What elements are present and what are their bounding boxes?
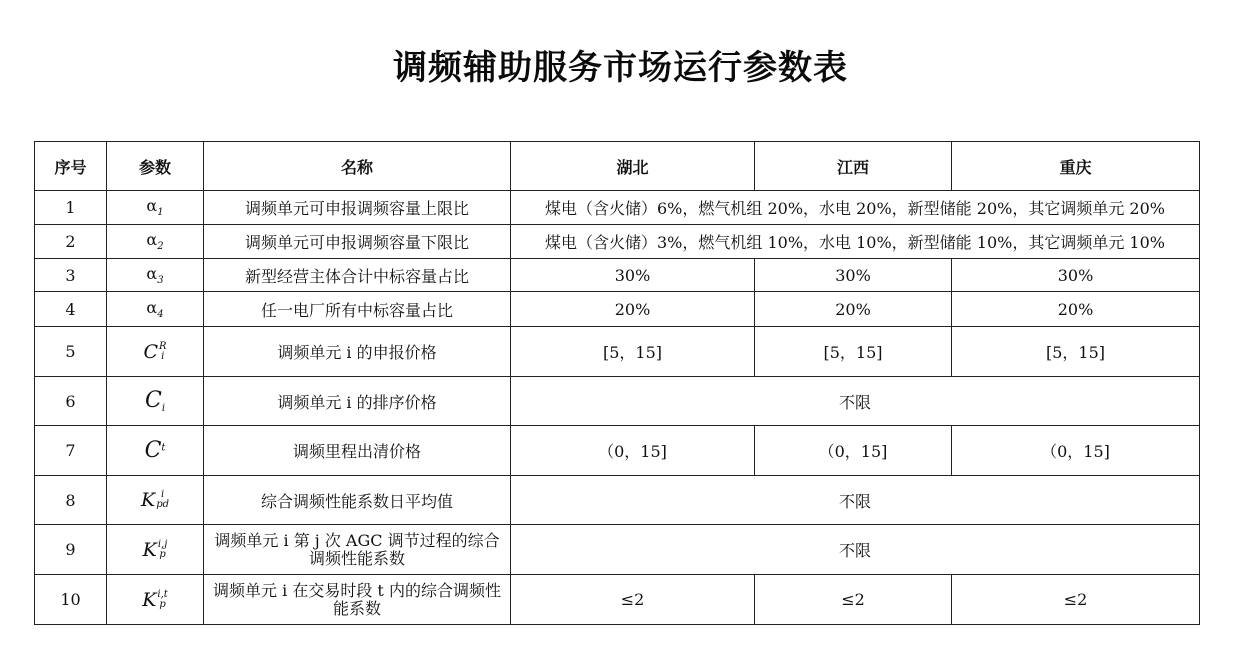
param-symbol: C [144,387,162,413]
param-symbol: α [146,297,158,317]
param-subscript: p [159,548,166,560]
seq-cell: 3 [35,259,107,292]
param-symbol: α [146,196,158,216]
param-subscript: 4 [157,309,164,321]
param-symbol: C [144,438,162,463]
param-symbol: K [142,538,157,561]
jiangxi-cell: 20% [755,292,952,327]
name-cell: 调频单元可申报调频容量上限比 [204,191,511,225]
seq-cell: 10 [35,575,107,625]
merged-value-cell: 不限 [511,476,1200,525]
param-symbol: α [146,230,158,250]
name-cell: 综合调频性能系数日平均值 [204,476,511,525]
name-cell: 任一电厂所有中标容量占比 [204,292,511,327]
param-superscript: i,t [157,588,168,600]
table-row [35,575,1200,625]
param-subscript: i [161,350,165,362]
param-cell [107,575,204,625]
table-row [35,259,1200,292]
param-cell [107,292,204,327]
header-row [35,142,1200,191]
table-row [35,476,1200,525]
param-cell [107,525,204,575]
merged-value-cell: 不限 [511,525,1200,575]
header-param: 参数 [107,142,204,191]
jiangxi-cell: 30% [755,259,952,292]
name-cell: 调频单元 i 的申报价格 [204,327,511,377]
param-cell [107,426,204,476]
header-name: 名称 [204,142,511,191]
header-jiangxi: 江西 [755,142,952,191]
param-subscript: i [161,403,166,415]
hubei-cell: ≤2 [511,575,755,625]
chongqing-cell: 20% [952,292,1200,327]
param-subscript: pd [156,499,169,510]
seq-cell: 6 [35,377,107,426]
jiangxi-cell: （0，15] [755,426,952,476]
name-cell: 调频单元 i 的排序价格 [204,377,511,426]
chongqing-cell: [5，15] [952,327,1200,377]
param-cell [107,377,204,426]
name-cell: 调频单元 i 第 j 次 AGC 调节过程的综合调频性能系数 [204,525,511,575]
name-cell: 新型经营主体合计中标容量占比 [204,259,511,292]
param-cell [107,327,204,377]
param-superscript: i,j [157,538,168,550]
param-subscript: 1 [157,207,164,219]
chongqing-cell: ≤2 [952,575,1200,625]
page-title: 调频辅助服务市场运行参数表 [393,48,848,88]
param-subscript: 3 [157,275,164,287]
param-symbol: K [142,588,157,611]
seq-cell: 2 [35,225,107,259]
hubei-cell: [5，15] [511,327,755,377]
table-row [35,377,1200,426]
param-subscript: p [159,598,166,610]
param-cell [107,476,204,525]
param-subscript: 2 [157,241,164,253]
merged-value-cell: 煤电（含火储）3%，燃气机组 10%，水电 10%，新型储能 10%，其它调频单元 10% [511,225,1200,259]
param-cell [107,225,204,259]
hubei-cell: （0，15] [511,426,755,476]
table-row [35,525,1200,575]
seq-cell: 7 [35,426,107,476]
param-superscript: i [160,489,165,500]
table-row [35,292,1200,327]
param-superscript: t [161,442,166,454]
name-cell: 调频单元 i 在交易时段 t 内的综合调频性能系数 [204,575,511,625]
table-row [35,327,1200,377]
param-superscript: R [159,340,167,352]
chongqing-cell: （0，15] [952,426,1200,476]
header-chongqing: 重庆 [952,142,1200,191]
param-cell [107,259,204,292]
seq-cell: 8 [35,476,107,525]
chongqing-cell: 30% [952,259,1200,292]
seq-cell: 5 [35,327,107,377]
header-seq: 序号 [35,142,107,191]
merged-value-cell: 煤电（含火储）6%，燃气机组 20%，水电 20%，新型储能 20%，其它调频单元 20% [511,191,1200,225]
jiangxi-cell: [5，15] [755,327,952,377]
param-symbol: C [143,340,158,363]
hubei-cell: 20% [511,292,755,327]
param-symbol: α [146,263,158,283]
name-cell: 调频里程出清价格 [204,426,511,476]
table-row [35,191,1200,225]
jiangxi-cell: ≤2 [755,575,952,625]
hubei-cell: 30% [511,259,755,292]
table-row [35,426,1200,476]
param-symbol: K [140,489,156,511]
merged-value-cell: 不限 [511,377,1200,426]
name-cell: 调频单元可申报调频容量下限比 [204,225,511,259]
seq-cell: 4 [35,292,107,327]
seq-cell: 9 [35,525,107,575]
header-hubei: 湖北 [511,142,755,191]
parameter-table [34,141,1200,625]
table-row [35,225,1200,259]
param-cell [107,191,204,225]
seq-cell: 1 [35,191,107,225]
